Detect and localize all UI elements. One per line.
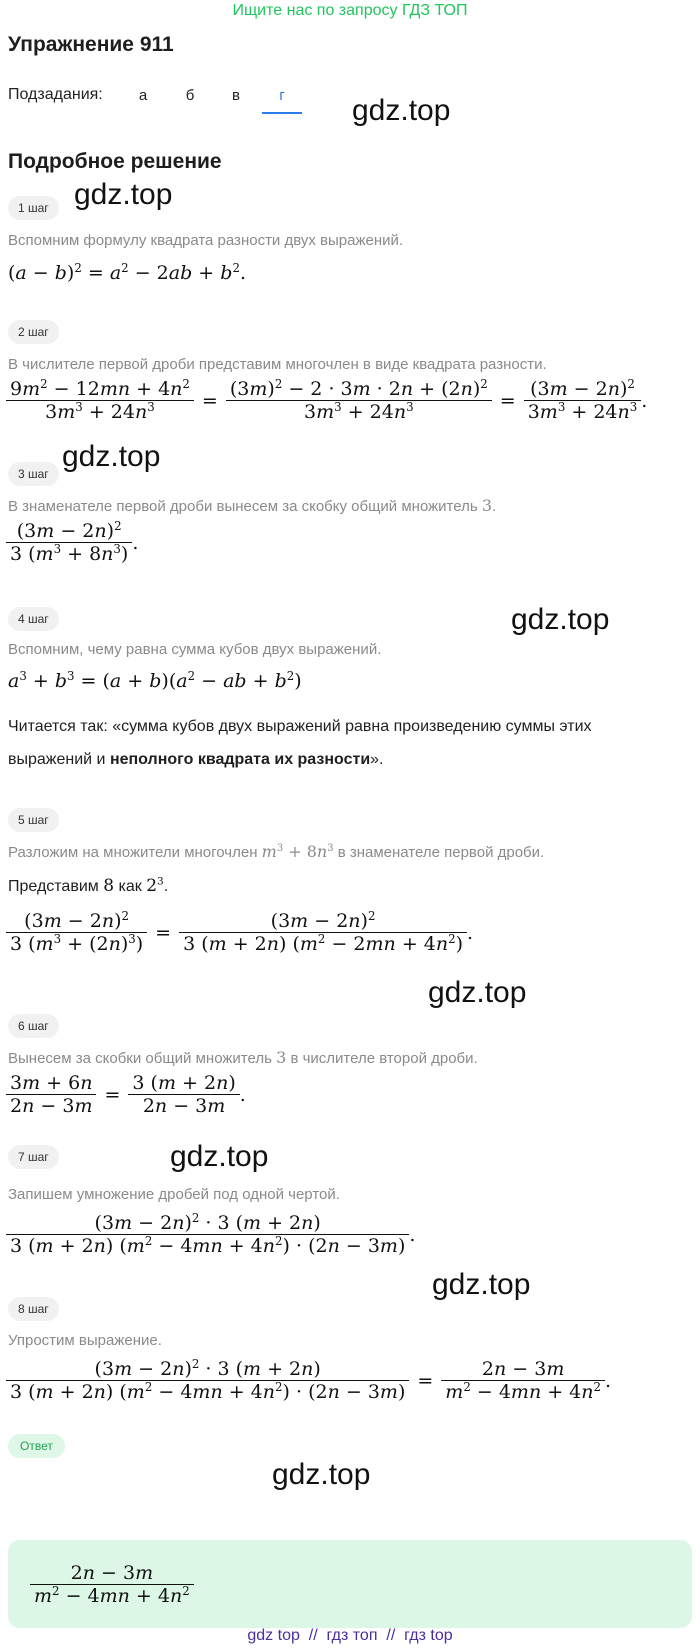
step-badge: 3 шаг bbox=[8, 462, 59, 486]
formula-step-8: $\frac{(3m - 2n)^2 \cdot 3 (m + 2n)}{3 (m + 2n) (m^2 - 4mn + 4n^2) \cdot (2n - 3m)}$ = $\frac{2n - 3m}{m^2 - 4mn + 4n^2}$ . bbox=[6, 1358, 611, 1403]
subtask-tab-v[interactable]: в bbox=[232, 87, 240, 104]
step-note: Упростим выражение. bbox=[8, 1332, 162, 1349]
step-badge: 6 шаг bbox=[8, 1014, 59, 1038]
step-note: Разложим на множители многочлен $m^3 + 8n^3$ в знаменателе первой дроби. bbox=[8, 842, 545, 861]
watermark: gdz.top bbox=[62, 440, 161, 473]
page-title: Упражнение 911 bbox=[8, 33, 174, 56]
step-badge: 4 шаг bbox=[8, 607, 59, 631]
formula-sum-of-cubes: $a^3 + b^3 = (a + b)(a^2$ − ab + $b^2$) bbox=[8, 668, 302, 692]
watermark: gdz.top bbox=[272, 1458, 371, 1491]
reading-text: Читается так: «сумма кубов двух выражений равна произведению суммы этих bbox=[8, 718, 592, 735]
reading-text: выражений и неполного квадрата их разности». bbox=[8, 751, 384, 768]
promo-banner[interactable]: Ищите нас по запросу ГДЗ ТОП bbox=[232, 2, 468, 19]
step-note: В числителе первой дроби представим многочлен в виде квадрата разности. bbox=[8, 356, 547, 373]
step-badge: 5 шаг bbox=[8, 808, 59, 832]
watermark: gdz.top bbox=[511, 603, 610, 636]
subtasks-label: Подзадания: bbox=[8, 86, 103, 103]
formula-step-7: $\frac{(3m - 2n)^2 \cdot 3 (m + 2n)}{3 (m + 2n) (m^2 - 4mn + 4n^2) \cdot (2n - 3m)}$ . bbox=[6, 1212, 415, 1257]
step-note: Вспомним формулу квадрата разности двух выражений. bbox=[8, 232, 404, 249]
formula-step-2: $\frac{9m^2 - 12mn + 4n^2}{3m^3 + 24n^3}$ = $\frac{(3m)^2 - 2 \cdot 3m \cdot 2n + (2n)^2}{3m^3 + 24n^3}$ = $\frac{(3m - 2n)^2}{3m^3 + 24n^3}$ . bbox=[6, 378, 647, 423]
answer-badge: Ответ bbox=[8, 1434, 65, 1458]
step-badge: 7 шаг bbox=[8, 1145, 59, 1169]
formula-square-difference: $(a - b)^2 = a^2 - 2ab + b^2$. bbox=[8, 260, 246, 284]
step-badge: 1 шаг bbox=[8, 196, 59, 220]
step-badge: 8 шаг bbox=[8, 1297, 59, 1321]
watermark: gdz.top bbox=[432, 1268, 531, 1301]
footer-links[interactable]: gdz top // гдз топ // гдз top bbox=[247, 1627, 453, 1644]
formula-step-6: $\frac{3m + 6n}{2n - 3m}$ = $\frac{3 (m + 2n)}{2n - 3m}$ . bbox=[6, 1072, 246, 1117]
answer-formula: $\frac{2n - 3m}{m^2 - 4mn + 4n^2}$ bbox=[30, 1562, 194, 1607]
watermark: gdz.top bbox=[170, 1140, 269, 1173]
subtask-tab-g[interactable]: г bbox=[262, 78, 302, 114]
watermark: gdz.top bbox=[74, 178, 173, 211]
formula-step-5: $\frac{(3m - 2n)^2}{3 (m^3 + (2n)^3)}$ = $\frac{(3m - 2n)^2}{3 (m + 2n) (m^2 - 2mn + 4n^2)}$ . bbox=[6, 910, 473, 955]
step-note: В знаменателе первой дроби вынесем за скобку общий множитель 3. bbox=[8, 496, 497, 515]
subtask-tab-b[interactable]: б bbox=[185, 87, 195, 104]
step-note: Вспомним, чему равна сумма кубов двух выражений. bbox=[8, 641, 382, 658]
subtask-tab-a[interactable]: а bbox=[138, 87, 148, 104]
section-title: Подробное решение bbox=[8, 150, 222, 173]
step-note: Вынесем за скобки общий множитель 3 в числителе второй дроби. bbox=[8, 1048, 478, 1067]
step-text: Представим 8 как $2^3$. bbox=[8, 875, 169, 896]
step-note: Запишем умножение дробей под одной чертой. bbox=[8, 1186, 340, 1203]
watermark: gdz.top bbox=[428, 976, 527, 1009]
formula-step-3: $\frac{(3m - 2n)^2}{3 (m^3 + 8n^3)}$ . bbox=[6, 520, 138, 565]
step-badge: 2 шаг bbox=[8, 320, 59, 344]
watermark: gdz.top bbox=[352, 94, 451, 127]
